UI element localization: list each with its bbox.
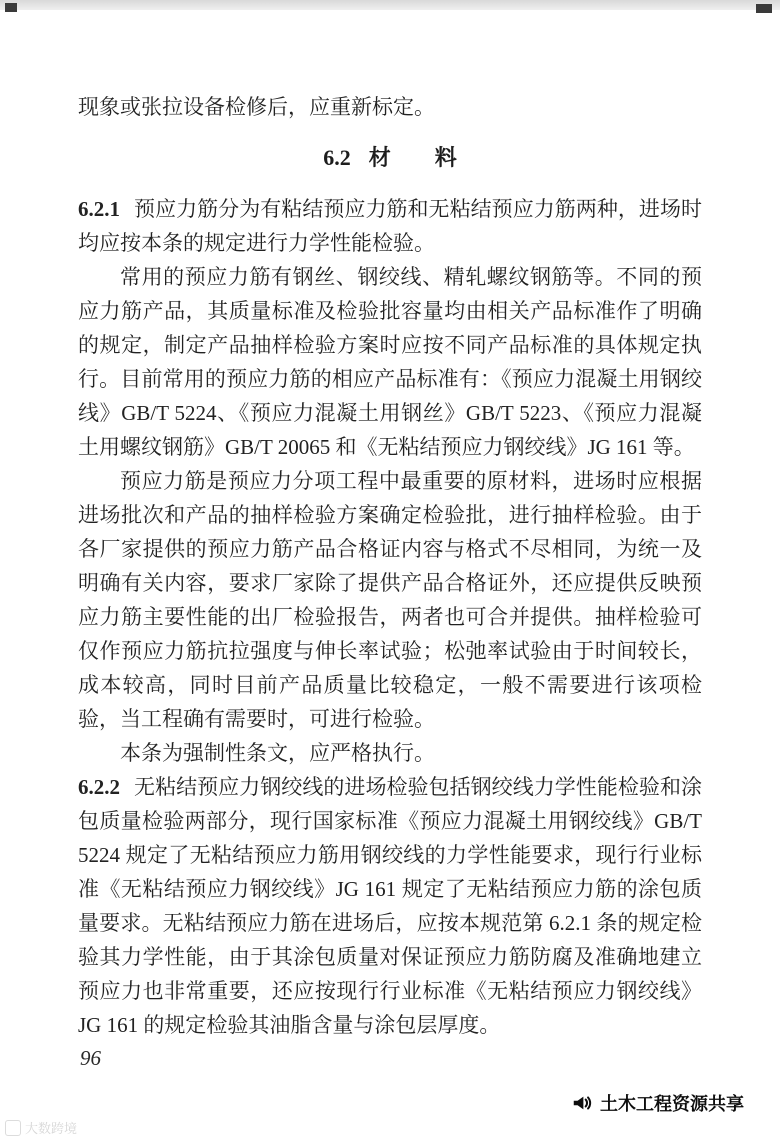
corner-watermark [5, 1118, 77, 1137]
scan-mark-top-left [5, 3, 17, 12]
source-watermark-label: 土木工程资源共享 [600, 1094, 744, 1114]
corner-watermark-label: 大数跨境 [25, 1121, 78, 1136]
continuation-paragraph: 现象或张拉设备检修后，应重新标定。 [78, 95, 435, 119]
body-paragraph-3: 本条为强制性条文，应严格执行。 [120, 741, 435, 765]
clause-paragraph-622 [78, 770, 702, 1042]
page-number: 96 [80, 1046, 101, 1070]
clause-number-621: 6.2.1 [78, 197, 120, 221]
clause-text-621: 预应力筋分为有粘结预应力筋和无粘结预应力筋两种，进场时均应按本条的规定进行力学性能检验。 [78, 197, 702, 255]
clause-number-622: 6.2.2 [78, 775, 120, 799]
page-content [78, 90, 702, 1042]
section-number: 6.2 [323, 145, 351, 170]
body-paragraph-2: 预应力筋是预应力分项工程中最重要的原材料，进场时应根据进场批次和产品的抽样检验方案确定检验批，进行抽样检验。由于各厂家提供的预应力筋产品合格证内容与格式不尽相同，为统一及明确有关内容，要求厂家除了提供产品合格证外，还应提供反映预应力筋主要性能的出厂检验报告，两者也可合并提供。抽样检验可仅作预应力筋抗拉强度与伸长率试验；松弛率试验由于时间较长，成本较高，同时目前产品质量比较稳定，一般不需要进行该项检验，当工程确有需要时，可进行检验。 [78, 469, 702, 731]
logo-badge-icon [5, 1120, 21, 1136]
section-title: 材 料 [368, 145, 457, 170]
section-heading [78, 141, 702, 175]
body-paragraph-1: 常用的预应力筋有钢丝、钢绞线、精轧螺纹钢筋等。不同的预应力筋产品，其质量标准及检验批容量均由相关产品标准作了明确的规定，制定产品抽样检验方案时应按不同产品标准的具体规定执行。目前常用的预应力筋的相应产品标准有：《预应力混凝土用钢绞线》GB/T 5224、《预应力混凝土用钢丝》GB/T 5223、《预应力混凝土用螺纹钢筋》GB/T 20065 和《无粘结预应力钢绞线》JG 161 等。 [78, 265, 702, 459]
megaphone-icon [571, 1092, 593, 1114]
scan-artifact-top-strip [0, 0, 780, 10]
clause-text-622: 无粘结预应力钢绞线的进场检验包括钢绞线力学性能检验和涂包质量检验两部分，现行国家标准《预应力混凝土用钢绞线》GB/T 5224 规定了无粘结预应力筋用钢绞线的力学性能要求，现行行业标准《无粘结预应力钢绞线》JG 161 规定了无粘结预应力筋的涂包质量要求。无粘结预应力筋在进场后，应按本规范第 6.2.1 条的规定检验其力学性能，由于其涂包质量对保证预应力筋防腐及准确地建立预应力也非常重要，还应按现行行业标准《无粘结预应力钢绞线》JG 161 的规定检验其油脂含量与涂包层厚度。 [78, 775, 702, 1037]
source-watermark [571, 1090, 744, 1116]
scan-mark-top-right [756, 4, 772, 13]
clause-paragraph-621 [78, 192, 702, 260]
